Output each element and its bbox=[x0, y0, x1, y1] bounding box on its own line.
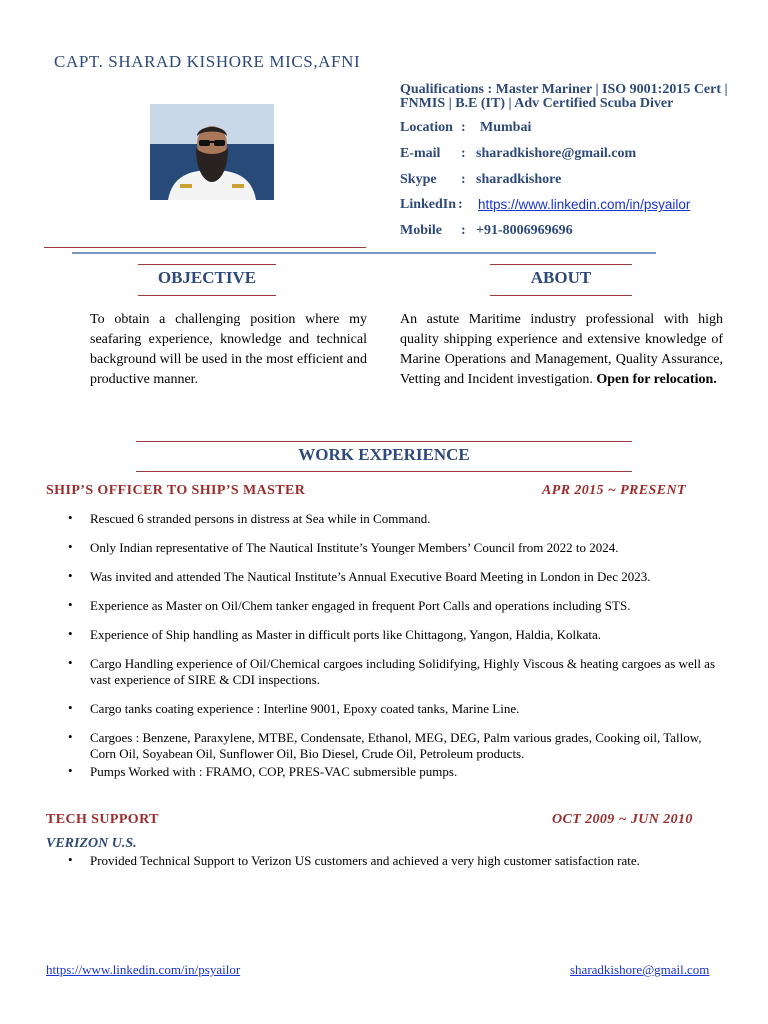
header-divider-blue bbox=[72, 252, 656, 254]
list-item: • Only Indian representative of The Nautical Institute’s Younger Members’ Council from 2022 to 2024. bbox=[68, 540, 728, 556]
contact-separator: : bbox=[461, 172, 466, 187]
about-text bbox=[400, 310, 723, 390]
candidate-name: CAPT. SHARAD KISHORE MICS,AFNI bbox=[54, 52, 361, 71]
objective-title: OBJECTIVE bbox=[157, 268, 257, 287]
contact-location bbox=[400, 120, 532, 136]
contact-value: sharadkishore bbox=[476, 172, 562, 187]
contact-value: sharadkishore@gmail.com bbox=[476, 146, 637, 161]
list-item: • Cargo tanks coating experience : Interline 9001, Epoxy coated tanks, Marine Line. bbox=[68, 701, 728, 717]
work-title: WORK EXPERIENCE bbox=[298, 445, 470, 464]
contact-email bbox=[400, 146, 637, 162]
company-name: VERIZON U.S. bbox=[46, 836, 137, 851]
contact-value: Mumbai bbox=[480, 120, 532, 135]
job-role: SHIP’S OFFICER TO SHIP’S MASTER bbox=[46, 483, 306, 498]
contact-label: LinkedIn bbox=[400, 197, 457, 212]
objective-rule-top bbox=[138, 264, 276, 265]
footer-email-link[interactable]: sharadkishore@gmail.com bbox=[570, 962, 710, 977]
contact-label: E-mail bbox=[400, 146, 441, 161]
profile-photo bbox=[150, 104, 274, 200]
contact-separator: : bbox=[461, 120, 466, 135]
about-rule-top bbox=[490, 264, 632, 265]
list-item: • Provided Technical Support to Verizon US customers and achieved a very high customer satisfaction rate. bbox=[68, 853, 728, 869]
job-bullets bbox=[68, 511, 728, 780]
list-item: • Pumps Worked with : FRAMO, COP, PRES-VAC submersible pumps. bbox=[68, 764, 728, 780]
list-item: • Cargoes : Benzene, Paraxylene, MTBE, Condensate, Ethanol, MEG, DEG, Palm various grades, Cooking oil, Tallow, Corn Oil, Soyabean Oil, Sunflower Oil, Bio Diesel, Crude Oil, Petroleum products. bbox=[68, 730, 728, 762]
about-rule-bottom bbox=[490, 295, 632, 296]
list-item: • Was invited and attended The Nautical Institute’s Annual Executive Board Meeting in London in Dec 2023. bbox=[68, 569, 728, 585]
list-item: • Rescued 6 stranded persons in distress at Sea while in Command. bbox=[68, 511, 728, 527]
qualifications: Qualifications : Master Mariner | ISO 9001:2015 Cert | FNMIS | B.E (IT) | Adv Certified Scuba Diver bbox=[400, 82, 728, 111]
about-relocation: Open for relocation. bbox=[596, 372, 717, 387]
contact-skype bbox=[400, 172, 562, 188]
linkedin-link[interactable]: https://www.linkedin.com/in/psyailor bbox=[478, 197, 691, 212]
job-role: TECH SUPPORT bbox=[46, 812, 159, 827]
objective-rule-bottom bbox=[138, 295, 276, 296]
contact-label: Location bbox=[400, 120, 453, 135]
job-dates: APR 2015 ~ PRESENT bbox=[542, 483, 686, 498]
about-body: An astute Maritime industry professional with high quality shipping experience and extensive knowledge of Marine Operations and Management, Quality Assurance, Vetting and Incident investigation. bbox=[400, 312, 723, 387]
contact-label: Skype bbox=[400, 172, 437, 187]
contact-value: +91-8006969696 bbox=[476, 223, 573, 238]
about-title: ABOUT bbox=[530, 268, 592, 287]
contact-linkedin bbox=[400, 197, 691, 213]
contact-mobile bbox=[400, 223, 573, 239]
job-dates: OCT 2009 ~ JUN 2010 bbox=[552, 812, 693, 827]
header-divider-red bbox=[44, 247, 366, 248]
job-bullets bbox=[68, 853, 728, 869]
footer-linkedin-link[interactable]: https://www.linkedin.com/in/psyailor bbox=[46, 962, 241, 977]
work-rule-top bbox=[136, 441, 632, 442]
list-item: • Experience of Ship handling as Master in difficult ports like Chittagong, Yangon, Haldia, Kolkata. bbox=[68, 627, 728, 643]
contact-label: Mobile bbox=[400, 223, 442, 238]
person-photo-icon bbox=[150, 104, 274, 200]
contact-separator: : bbox=[458, 197, 463, 212]
contact-separator: : bbox=[461, 223, 466, 238]
work-rule-bottom bbox=[136, 471, 632, 472]
contact-separator: : bbox=[461, 146, 466, 161]
list-item: • Cargo Handling experience of Oil/Chemical cargoes including Solidifying, Highly Viscous & heating cargoes as well as vast experience of SIRE & CDI inspections. bbox=[68, 656, 728, 688]
list-item: • Experience as Master on Oil/Chem tanker engaged in frequent Port Calls and operations including STS. bbox=[68, 598, 728, 614]
objective-text: To obtain a challenging position where my seafaring experience, knowledge and technical background will be used in the most efficient and productive manner. bbox=[90, 312, 367, 387]
